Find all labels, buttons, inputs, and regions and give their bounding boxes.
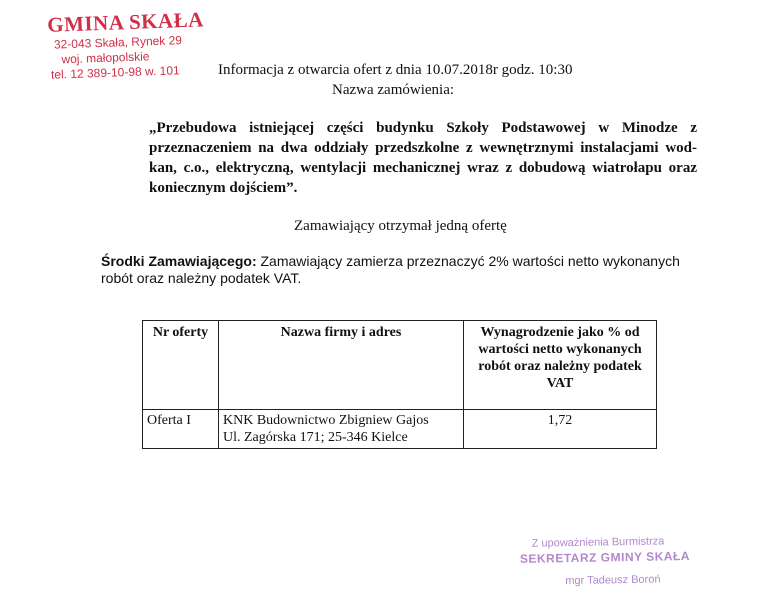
stamp-region: woj. małopolskie [61,49,150,67]
contract-subject: „Przebudowa istniejącej części budynku Szkoły Podstawowej w Minodze z przeznaczeniem na dwa oddziały przedszkolne z wewnętrznymi instalacjami wod-kan, c.o., elektryczną, wentylacji mechanicznej wraz z dobudową wiatrołapu oraz koniecznym dojściem”. [149,120,697,196]
signature-name: mgr Tadeusz Boroń [565,573,661,588]
subject-label: Nazwa zamówienia: [332,82,455,98]
stamp-name: GMINA SKAŁA [46,7,205,37]
offers-table [142,320,657,449]
signature-stamp [520,534,741,588]
header-company: Nazwa firmy i adres [219,321,464,410]
offer-number: Oferta I [143,410,219,449]
stamp-address: 32-043 Skała, Rynek 29 [53,33,183,52]
signature-title: SEKRETARZ GMINY SKAŁA [519,548,691,566]
company-address: Ul. Zagórska 171; 25-346 Kielce [223,430,408,445]
table-row [143,410,657,449]
offers-received: Zamawiający otrzymał jedną ofertę [294,218,507,234]
municipality-stamp [43,7,215,83]
header-offer-number: Nr oferty [143,321,219,410]
funds-paragraph [101,253,701,287]
signature-authorization: Z upoważnienia Burmistrza [531,535,665,550]
opening-info: Informacja z otwarcia ofert z dnia 10.07.2018r godz. 10:30 [218,62,573,78]
funds-label: Środki Zamawiającego: [101,253,257,269]
stamp-phone: tel. 12 389-10-98 w. 101 [50,63,180,82]
company-cell [219,410,464,449]
company-name: KNK Budownictwo Zbigniew Gajos [223,413,429,428]
header-remuneration: Wynagrodzenie jako % od wartości netto wykonanych robót oraz należny podatek VAT [464,321,657,410]
funds-text: Zamawiający zamierza przeznaczyć 2% wartości netto wykonanych robót oraz należny podatek VAT. [101,253,680,286]
table-header-row [143,321,657,410]
remuneration-value: 1,72 [464,410,657,449]
